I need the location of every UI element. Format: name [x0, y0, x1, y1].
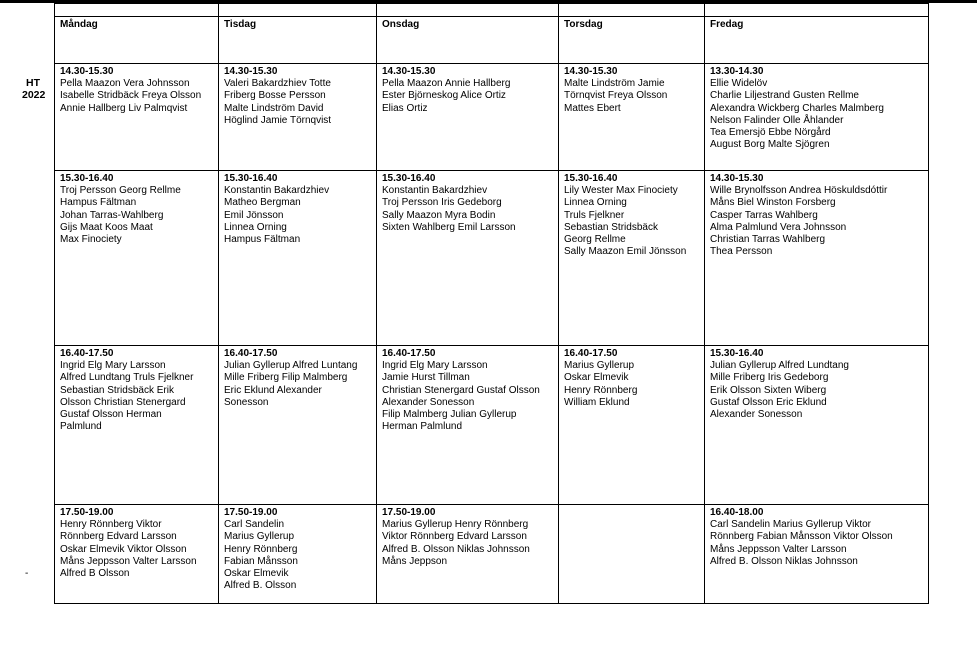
participant-line: Mille Friberg Iris Gedeborg: [710, 372, 829, 384]
participant-line: Charlie Liljestrand Gusten Rellme: [710, 90, 859, 102]
participant-line: Nelson Falinder Olle Åhlander: [710, 114, 844, 126]
slot-time: 15.30-16.40: [224, 173, 278, 184]
slot-time: 15.30-16.40: [710, 348, 764, 359]
slot-cell: [377, 64, 559, 171]
participant-line: Ellie Widelöv: [710, 78, 768, 90]
strip-cell: [377, 4, 559, 17]
participant-line: Pella Maazon Annie Hallberg: [382, 78, 511, 90]
slot-time: 14.30-15.30: [60, 66, 114, 77]
slot-time: 17.50-19.00: [60, 507, 114, 518]
participant-line: Matheo Bergman: [224, 197, 301, 209]
slot-cell: [55, 346, 219, 505]
participant-line: Malte Lindström David: [224, 102, 324, 114]
slot-time: 17.50-19.00: [224, 507, 278, 518]
participant-line: Christian Stenergard Gustaf Olsson: [382, 384, 540, 396]
participant-line: Lily Wester Max Finociety: [564, 185, 678, 197]
participant-line: Ingrid Elg Mary Larsson: [382, 360, 488, 372]
day-header-cell: [55, 17, 219, 64]
strip-cell: [705, 4, 929, 17]
slot-time: 13.30-14.30: [710, 66, 764, 77]
participant-line: Gijs Maat Koos Maat: [60, 221, 153, 233]
participant-line: Elias Ortiz: [382, 102, 428, 114]
stray-mark: -: [25, 568, 29, 579]
participant-line: Gustaf Olsson Eric Eklund: [710, 396, 827, 408]
participant-line: Alexandra Wickberg Charles Malmberg: [710, 102, 884, 114]
participant-line: Jamie Hurst Tillman: [382, 372, 470, 384]
participant-line: Mattes Ebert: [564, 102, 621, 114]
participant-line: Henry Rönnberg: [224, 543, 298, 555]
slot-time: 15.30-16.40: [564, 173, 618, 184]
participant-line: Troj Persson Iris Gedeborg: [382, 197, 502, 209]
slot-time: 16.40-17.50: [564, 348, 618, 359]
slot-cell: [55, 64, 219, 171]
participant-line: Ingrid Elg Mary Larsson: [60, 360, 166, 372]
participant-line: Henry Rönnberg Viktor: [60, 519, 162, 531]
participant-line: Sonesson: [224, 396, 269, 408]
participant-line: Max Finociety: [60, 234, 122, 246]
participant-line: Troj Persson Georg Rellme: [60, 185, 181, 197]
day-header-cell: [559, 17, 705, 64]
slot-cell: [377, 505, 559, 604]
slot-cell: [219, 64, 377, 171]
participant-line: Emil Jönsson: [224, 209, 284, 221]
schedule-row: [55, 346, 929, 505]
day-name: Torsdag: [564, 19, 603, 30]
participant-line: Sally Maazon Emil Jönsson: [564, 246, 687, 258]
strip-cell: [559, 4, 705, 17]
participant-line: Gustaf Olsson Herman: [60, 409, 162, 421]
slot-cell: [559, 346, 705, 505]
participant-line: Alfred B. Olsson Niklas Johnsson: [382, 543, 530, 555]
participant-line: Tea Emersjö Ebbe Nörgård: [710, 127, 831, 139]
participant-line: Hampus Fältman: [60, 197, 137, 209]
participant-line: Rönnberg Edvard Larsson: [60, 531, 177, 543]
day-name: Tisdag: [224, 19, 257, 30]
slot-time: 14.30-15.30: [710, 173, 764, 184]
slot-cell: [705, 64, 929, 171]
participant-line: Alfred Lundtang Truls Fjelkner: [60, 372, 194, 384]
participant-line: Linnea Orning: [224, 221, 287, 233]
participant-line: Ester Björneskog Alice Ortiz: [382, 90, 506, 102]
slot-cell: [705, 505, 929, 604]
participant-line: Carl Sandelin: [224, 519, 285, 531]
participant-line: Sally Maazon Myra Bodin: [382, 209, 496, 221]
slot-time: 15.30-16.40: [382, 173, 436, 184]
participant-line: Johan Tarras-Wahlberg: [60, 209, 164, 221]
schedule-row: [55, 171, 929, 346]
day-header-row: [55, 17, 929, 64]
participant-line: Sebastian Stridsbäck Erik: [60, 384, 174, 396]
participant-line: Marius Gyllerup: [564, 360, 635, 372]
participant-line: Måns Jeppsson Valter Larsson: [60, 555, 197, 567]
slot-cell: [705, 171, 929, 346]
participant-line: Konstantin Bakardzhiev: [382, 185, 488, 197]
slot-cell: [219, 171, 377, 346]
day-name: Fredag: [710, 19, 744, 30]
participant-line: Sebastian Stridsbäck: [564, 221, 658, 233]
participant-line: Georg Rellme: [564, 234, 626, 246]
slot-cell: [55, 505, 219, 604]
strip-cell: [219, 4, 377, 17]
slot-time: 14.30-15.30: [382, 66, 436, 77]
slot-cell: [219, 346, 377, 505]
slot-time: 16.40-17.50: [60, 348, 114, 359]
participant-line: Fabian Månsson: [224, 555, 298, 567]
participant-line: Casper Tarras Wahlberg: [710, 209, 818, 221]
participant-line: Christian Tarras Wahlberg: [710, 234, 826, 246]
participant-line: Alexander Sonesson: [382, 396, 475, 408]
participant-line: Alfred B. Olsson: [224, 580, 297, 592]
participant-line: Oskar Elmevik: [224, 568, 289, 580]
slot-time: 14.30-15.30: [564, 66, 618, 77]
participant-line: Måns Jeppson: [382, 555, 448, 567]
schedule-row: [55, 64, 929, 171]
participant-line: Henry Rönnberg: [564, 384, 638, 396]
participant-line: Olsson Christian Stenergard: [60, 396, 186, 408]
participant-line: Marius Gyllerup Henry Rönnberg: [382, 519, 529, 531]
slot-cell: [377, 346, 559, 505]
participant-line: Julian Gyllerup Alfred Lundtang: [710, 360, 849, 372]
strip-cell: [55, 4, 219, 17]
participant-line: Alfred B Olsson: [60, 568, 130, 580]
slot-cell: [559, 505, 705, 604]
participant-line: Julian Gyllerup Alfred Luntang: [224, 360, 358, 372]
slot-time: 15.30-16.40: [60, 173, 114, 184]
header-strip-row: [55, 4, 929, 17]
participant-line: Palmlund: [60, 421, 102, 433]
slot-time: 14.30-15.30: [224, 66, 278, 77]
participant-line: William Eklund: [564, 396, 630, 408]
participant-line: Alfred B. Olsson Niklas Johnsson: [710, 555, 858, 567]
day-header-cell: [705, 17, 929, 64]
slot-cell: [705, 346, 929, 505]
participant-line: Linnea Orning: [564, 197, 627, 209]
participant-line: Friberg Bosse Persson: [224, 90, 326, 102]
slot-cell: [377, 171, 559, 346]
participant-line: Alexander Sonesson: [710, 409, 803, 421]
participant-line: Herman Palmlund: [382, 421, 463, 433]
slot-cell: [559, 171, 705, 346]
slot-time: 16.40-18.00: [710, 507, 764, 518]
participant-line: Måns Biel Winston Forsberg: [710, 197, 836, 209]
participant-line: August Borg Malte Sjögren: [710, 139, 830, 151]
participant-line: Erik Olsson Sixten Wiberg: [710, 384, 827, 396]
term-label: HT 2022: [22, 77, 46, 101]
participant-line: Wille Brynolfsson Andrea Höskuldsdóttir: [710, 185, 888, 197]
participant-line: Oskar Elmevik Viktor Olsson: [60, 543, 187, 555]
day-header-cell: [219, 17, 377, 64]
participant-line: Pella Maazon Vera Johnsson: [60, 78, 190, 90]
participant-line: Marius Gyllerup: [224, 531, 295, 543]
participant-line: Valeri Bakardzhiev Totte: [224, 78, 331, 90]
participant-line: Viktor Rönnberg Edvard Larsson: [382, 531, 527, 543]
participant-line: Annie Hallberg Liv Palmqvist: [60, 102, 188, 114]
slot-time: 16.40-17.50: [224, 348, 278, 359]
schedule-table: [54, 3, 929, 604]
participant-line: Carl Sandelin Marius Gyllerup Viktor: [710, 519, 871, 531]
participant-line: Truls Fjelkner: [564, 209, 625, 221]
participant-line: Sixten Wahlberg Emil Larsson: [382, 221, 516, 233]
day-name: Måndag: [60, 19, 98, 30]
schedule-row: [55, 505, 929, 604]
participant-line: Rönnberg Fabian Månsson Viktor Olsson: [710, 531, 893, 543]
participant-line: Konstantin Bakardzhiev: [224, 185, 330, 197]
participant-line: Alma Palmlund Vera Johnsson: [710, 221, 847, 233]
slot-cell: [559, 64, 705, 171]
participant-line: Hampus Fältman: [224, 234, 301, 246]
participant-line: Oskar Elmevik: [564, 372, 629, 384]
participant-line: Höglind Jamie Törnqvist: [224, 114, 332, 126]
day-name: Onsdag: [382, 19, 420, 30]
participant-line: Isabelle Stridbäck Freya Olsson: [60, 90, 202, 102]
participant-line: Måns Jeppsson Valter Larsson: [710, 543, 847, 555]
participant-line: Filip Malmberg Julian Gyllerup: [382, 409, 517, 421]
participant-line: Malte Lindström Jamie: [564, 78, 665, 90]
slot-time: 17.50-19.00: [382, 507, 436, 518]
slot-cell: [219, 505, 377, 604]
participant-line: Törnqvist Freya Olsson: [564, 90, 668, 102]
participant-line: Eric Eklund Alexander: [224, 384, 322, 396]
day-header-cell: [377, 17, 559, 64]
participant-line: Mille Friberg Filip Malmberg: [224, 372, 348, 384]
slot-cell: [55, 171, 219, 346]
slot-time: 16.40-17.50: [382, 348, 436, 359]
participant-line: Thea Persson: [710, 246, 773, 258]
